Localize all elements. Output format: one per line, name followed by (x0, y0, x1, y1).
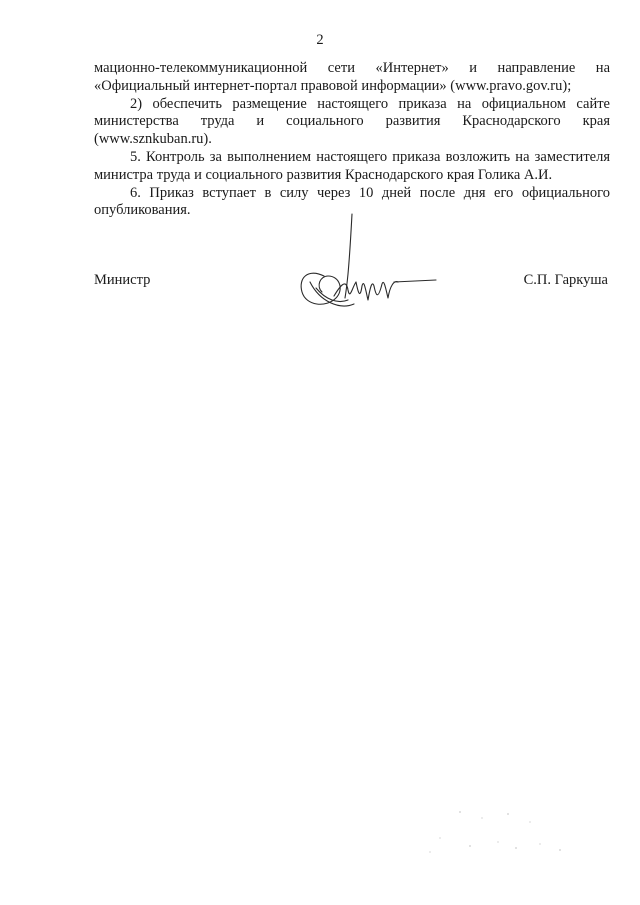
paragraph-item-5: 5. Контроль за выполнением настоящего приказа возложить на заместителя министра труда и социального развития Краснодарского края Голика А.И. (94, 148, 610, 183)
scan-noise (420, 808, 580, 856)
page-number: 2 (316, 32, 324, 48)
paragraph-continuation: мационно-телекоммуникационной сети «Интернет» и направление на «Официальный интернет-портал правовой информации» (www.pravo.gov.ru); (94, 60, 610, 94)
paragraph-item-2: 2) обеспечить размещение настоящего приказа на официальном сайте министерства труда и социального развития Краснодарского края (www.sznkuban.ru). (94, 95, 610, 148)
signatory-title: Министр (94, 272, 151, 288)
signatory-name: С.П. Гаркуша (523, 272, 608, 288)
signature-block (94, 272, 610, 316)
document-body (94, 60, 610, 220)
paragraph-item-6: 6. Приказ вступает в силу через 10 дней после дня его официального опубликования. (94, 184, 610, 219)
